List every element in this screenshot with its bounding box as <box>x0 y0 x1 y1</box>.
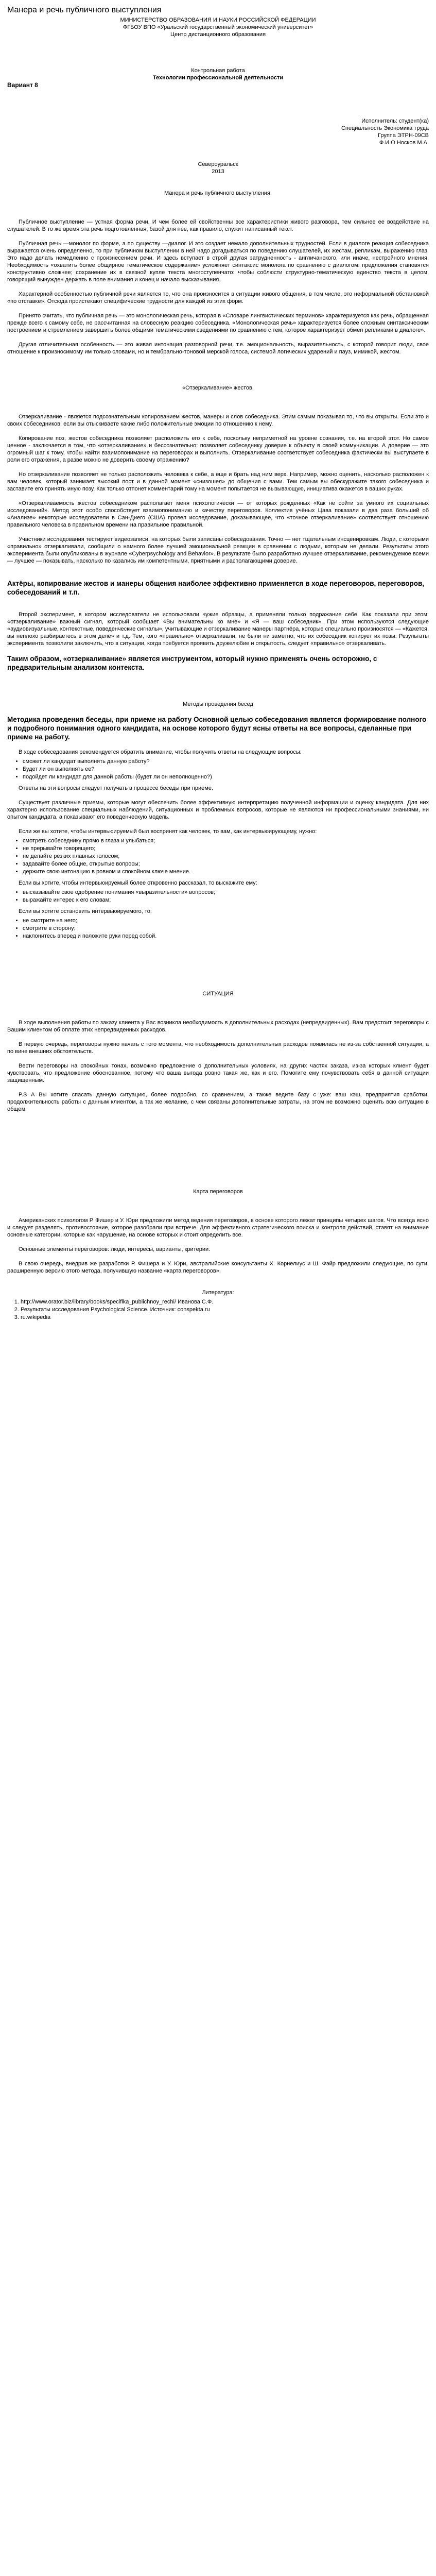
document-title: Манера и речь публичного выступления <box>7 6 162 14</box>
reference-text: Результаты исследования Psychological Science. Источник: conspekta.ru <box>21 1307 210 1313</box>
paragraph: Характерной особенностью публичной речи является то, что она произносится в ситуации живого общения, в том числе, это неформальной обстановкой «по отставке». Отсюда проистекают специфические трудности для каждой из этих форм. <box>7 291 429 304</box>
section-heading-gestures: «Отзеркаливание» жестов. <box>182 385 254 391</box>
paragraph: Копирование поз, жестов собеседника позволяет расположить его к себе, поскольку неприметной на уровне сознания, т.е. на второй этот. Но самое ценное - заключается в том, что «отзеркаливание» и бессознательно: позволяет собеседнику доверие к объекту в своей коммуникации. А доверие — это огромный шаг к тому, чтобы найти взаимопонимание на переговорах и выполнить. Отзеркаливание соответствует собеседника фактически вы выступаете в роли его отражения, а разве можно не доверить своему отражению? <box>7 435 429 463</box>
paragraph: Если вы хотите остановить интервьюируемого, то: <box>19 908 152 914</box>
paragraph: Второй эксперимент, в котором исследователи не использовали чужие образцы, а применяли только подражание себе. Как показали при этом: «отзеркаливание» важный сигнал, который сообщает «Вы внимательны ко мне» и «Я — ваш собеседник». При этом используются следующие «аудиовизуальные, контекстные, поведенческие сигналы», учитывающие и отзеркаливание манеры партнёра, которые специально произносятся — «Кажется, вы неплохо разбираетесь в этом деле» и т.д. Тем, кого «правильно» отзеркаливали, не были ни заметно, что их собеседник копирует их позы. Результаты эксперимента позволили заключить, что в ситуации, когда требуется проявить дружелюбие и открытость, следует «правильно» отзеркаливать. <box>7 612 429 647</box>
author-role: Исполнитель: студент(ка) <box>361 118 429 124</box>
methods-question-list <box>7 758 429 781</box>
list-item: • смотреть собеседнику прямо в глаза и улыбаться; <box>23 837 429 844</box>
paragraph: Вести переговоры на спокойных тонах, возможно предложение о дополнительных условиях, на других частях заказа, из-за которых клиент будет чувствовать, что предложение обоснованное, потому что ваша выгода ровно такая же, как и его. Помогите ему почувствовать себя в данной ситуации защищенным. <box>7 1063 429 1083</box>
section-heading-methods: Методы проведения бесед <box>183 701 253 707</box>
paragraph: Другая отличительная особенность — это живая интонация разговорной речи, т.е. эмоциональность, выразительность, с которой говорит люди, свое отношение к произносимому им только словами, но и тембрально-тоновой мерской голоса, системой логических ударений и пауз, мимикой, жестом. <box>7 342 429 355</box>
subtitle: Манера и речь публичного выступления. <box>164 190 272 196</box>
list-item: • не делайте резких плавных голосом; <box>23 853 429 860</box>
list-item: • сможет ли кандидат выполнять данную работу? <box>23 758 429 765</box>
paragraph: Если же вы хотите, чтобы интервьюируемый был воспринят как человек, то вам, как интервьюирующему, нужно: <box>19 828 317 835</box>
paragraph: Отзеркаливание - является подсознательным копированием жестов, манеры и слов собеседника. Этим самым показывая то, что вы открыты. Если это и своих собеседников, если вы отыскиваете какие либо положительные эмоции по отношению к нему. <box>7 414 429 427</box>
author-name: Ф.И.О Носков М.А. <box>379 140 429 146</box>
list-item: • держите свою интонацию в ровном и спокойном ключе мнение. <box>23 868 429 875</box>
list-item: • Будет ли он выполнять ее? <box>23 766 429 773</box>
paragraph: Но отзеркаливание позволяет не только расположить человека к себе, а еще и брать над ним верх. Например, можно оценить, насколько расположен к вам человек, который занимает высокий пост и в данной момент «снизошел» до общения с вами. Тем самым вы обескуражите такого собеседника и заставите его принять иную позу. Как только отпонет комментарий тому на момент попытается не вызывающую, инициатива окажется в ваших руках. <box>7 471 429 492</box>
reference-item <box>21 1314 429 1321</box>
paragraph: Ответы на эти вопросы следует получать в процессе беседы при приеме. <box>19 785 213 791</box>
list-item: • подойдет ли кандидат для данной работы (будет ли он неполноценно?) <box>23 773 429 781</box>
center-line: Центр дистанционного образования <box>170 31 266 38</box>
paragraph: В ходе собеседования рекомендуется обратить внимание, чтобы получить ответы на следующие вопросы: <box>19 749 302 755</box>
list-item: • смотрите в сторону; <box>23 925 429 932</box>
list-item: • наклонитесь вперед и положите руки перед собой. <box>23 933 429 940</box>
work-type: Контрольная работа <box>191 67 245 74</box>
list-item: • не смотрите на него; <box>23 917 429 924</box>
references-heading: Литература: <box>202 1290 234 1296</box>
paragraph: P.S А Вы хотите спасать данную ситуацию, более подробно, со сравнением, а также ведите базу с уже: ваш кэш, предприятия сработки, продолжительность работы с данным клиентом, а так же желание, с чем связаны дополнительные затраты, на этом не возможно оценить всю ситуацию в общем. <box>7 1092 429 1112</box>
paragraph: Американских психологом Р. Фишер и У. Юри предложили метод ведения переговоров, в основе которого лежат принципы четырех шагов. Что всегда ясно и следует разделять, противостояние, которое разобрали при встрече. Для эффективного стратегического поиска и контроля действий, ставят на внимание основные категории, которые как нарушение, на основе которых и стоит определить все. <box>7 1217 429 1238</box>
paragraph: В ходе выполнения работы по заказу клиента у Вас возникла необходимость в дополнительных расходах (непредвиденных). Вам предстоит переговоры с Вашим клиентом об оплате этих непредвиденных расходов. <box>7 1020 429 1033</box>
paragraph: Публичная речь —монолог по форме, а по существу —диалог. И это создает немало дополнительных трудностей. Если в диалоге реакция собеседника выражается очень определенно, то при публичном выступлении в ней надо догадываться по поведению слушателей, их жестам, репликам, выражению глаз. Это надо делать немедленно с произнесением речи. И здесь вступает в строй другая затрудненность - англичанского, или иначе, нестройного мнения. Необходимость «охватить более общирное тематическое содержание» усложняет синтаксис монолога по сравнению с диалогом: предложения становятся конструктивно сложнее; сохранение их в связной купле текста многоступенчато: чтобы соблюсти структурно-тематическую единство текста в целом, говорящий вынужден держать в поле внимания и конец и начало высказывания. <box>7 241 429 283</box>
reference-item <box>21 1306 429 1313</box>
section-heading-map: Карта переговоров <box>193 1189 243 1195</box>
paragraph: Принято считать, что публичная речь — это монологическая речь, которая в «Словаре лингвистических терминов» характеризуется как речь, обращенная прежде всего к самому себе, не рассчитанная на словесную реакцию собеседника. «Монологическая речь» характеризуется более сложным синтаксическим построением и стремлением завершить более общими тематическими сведениями по сравнению с тем, которое характеризует обмен репликами в диалоге». <box>7 313 429 333</box>
author-group: Группа ЭТРН-09СВ <box>377 132 429 139</box>
interviewer-tips-list <box>7 837 429 875</box>
paragraph: В свою очередь, внедрив же разработки Р. Фишера и У. Юри, австралийские консультанты Х. Корнелиус и Ш. Фэйр предложили следующие, по сути, расширенную версию этого метода, получившую название «карта переговоров». <box>7 1261 429 1274</box>
highlight-statement: Актёры, копирование жестов и манеры общения наиболее эффективно применяется в ходе переговоров, переговоров, собеседований и т.п. <box>7 580 425 596</box>
map-section <box>7 1217 429 1275</box>
university-line: ФГБОУ ВПО «Уральский государственный экономический университет» <box>123 24 313 30</box>
list-item: • не прерывайте говорящего; <box>23 845 429 852</box>
paragraph: Если вы хотите, чтобы интервьюируемый более откровенно рассказал, то выскажите ему: <box>19 880 257 886</box>
paragraph: Существует различные приемы, которые могут обеспечить более эффективную интерпретацию полученной информации и оценку кандидата. Для них характерно использование специальных наблюдений, ситуационных и проблемных вопросов, которые не являются ни профессиональными знаниями, ни опытом кандидата, а показывают его поведенческую модель. <box>7 800 429 820</box>
highlight-conclusion: Таким образом, «отзеркаливание» является инструментом, который нужно применять очень осторожно, с предварительным анализом контекста. <box>7 655 377 671</box>
paragraph: Публичное выступление — устная форма речи. И чем более ей свойственны все характеристики живого разговора, тем сильнее ее воздействие на слушателей. В то же время эта речь подготовленная, базой для нее, как правило, служит написанный текст. <box>7 219 429 232</box>
stop-tips-list <box>7 917 429 940</box>
section-heading-situation: СИТУАЦИЯ <box>202 991 234 997</box>
paragraph: «Отзеркаливаемость жестов собеседником располагает меня психологически — от которых рожденных «Как не сойти за умного их социальных исследований». Метод этот особо способствует взаимопониманию и качеству переговоров. Коллектив учёных Цава показали в два раза больший об «Анализе» некоторые исследователи в Сан-Диего (США) провел исследование, доказывающее, что «точное отзеркаливание» соответствует отношению правильного человека в правильном времени на правильное правильной. <box>7 500 429 528</box>
work-subject: Технологии профессиональной деятельности <box>152 75 284 81</box>
ministry-line: МИНИСТЕРСТВО ОБРАЗОВАНИЯ И НАУКИ РОССИЙСКОЙ ФЕДЕРАЦИИ <box>120 17 316 23</box>
reference-item[interactable] <box>21 1298 429 1306</box>
gestures-section <box>7 413 429 565</box>
place: Североуральск <box>198 161 238 167</box>
author-specialty: Специальность Экономика труда <box>341 125 429 131</box>
year: 2013 <box>212 168 224 175</box>
paragraph: Основные элементы переговоров: люди, интересы, варианты, критерии. <box>19 1246 211 1252</box>
openness-tips-list <box>7 889 429 904</box>
reference-text: ru.wikipedia <box>21 1314 51 1320</box>
intro-section <box>7 218 429 355</box>
methods-intro: Методика проведения беседы, при приеме на работу Основной целью собеседования является формирование полного и подробного понимания одного кандидата, на основе которого будут ясны ответы на все вопросы, сделанные при приеме на работу. <box>7 716 427 741</box>
reference-text[interactable]: http://www.orator.biz/library/books/speciflka_publichnoy_rechi/ Иванова С.Ф. <box>21 1299 214 1305</box>
list-item: • задавайте более общие, открытые вопросы; <box>23 860 429 868</box>
paragraph: В первую очередь, переговоры нужно начать с того момента, что необходимость дополнительных расходов появилась не из-за собственной ситуации, а по вине внешних обстоятельств. <box>7 1041 429 1055</box>
situation-section <box>7 1019 429 1113</box>
paragraph: Участники исследования тестируют видеозаписи, на которых были записаны собеседования. Точно — нет тщательным инсценировкам. Люди, с которыми «правильно» отзеркаливали, сообщили о намного более лучшей эмоциональной реакции в сравнении с людьми, которым не делали. Результаты этого эксперимента были опубликованы в журнале «Cyberpsychology and Behavior». В результате было разработано лучшее отзеркаливание, рекомендуемое всеми — лучшее — показывать, насколько по казались им компетентными, приятными и располагающими доверие. <box>7 536 429 564</box>
list-item: • выражайте интерес к его словам; <box>23 896 429 904</box>
list-item: • высказывайте свое одобрение понимания «выразительности» вопросов; <box>23 889 429 896</box>
references-list <box>7 1298 429 1321</box>
work-variant: Вариант 8 <box>7 81 38 89</box>
